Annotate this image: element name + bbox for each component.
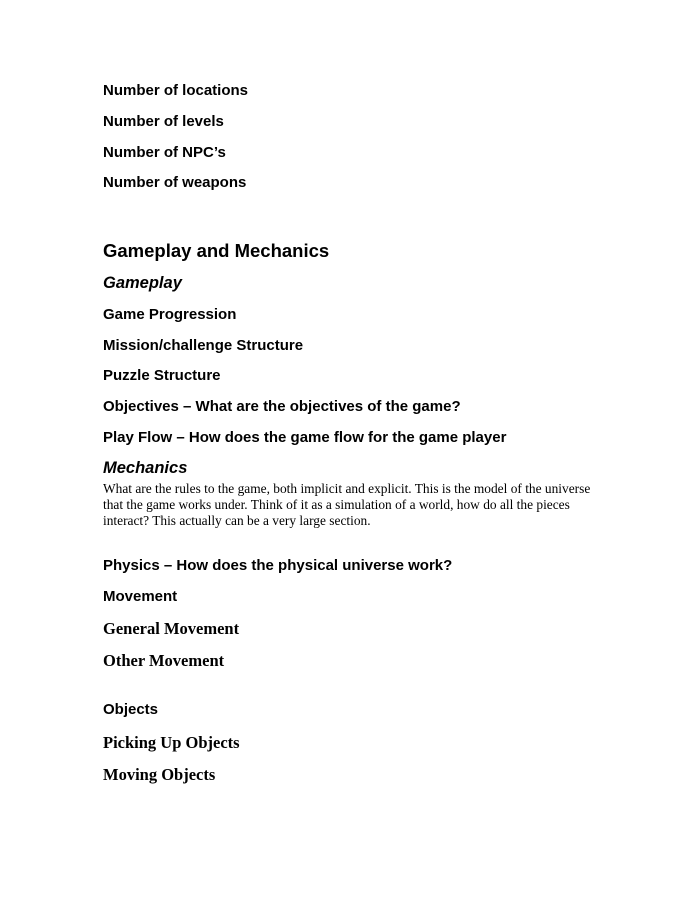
- game-progression-heading: Game Progression: [103, 306, 237, 323]
- objects-heading: Objects: [103, 701, 159, 718]
- number-of-locations-heading: Number of locations: [103, 82, 249, 99]
- mechanics-description: What are the rules to the game, both implicit and explicit. This is the model of the universe that the game works under. Think of it as a simulation of a world, how do all the pieces interact? This actually can be a very large section.: [103, 481, 591, 528]
- other-movement-heading: Other Movement: [103, 651, 225, 670]
- mission-structure-heading: Mission/challenge Structure: [103, 337, 304, 354]
- movement-heading: Movement: [103, 588, 178, 605]
- physics-heading: Physics – How does the physical universe work?: [103, 557, 453, 574]
- picking-up-objects-heading: Picking Up Objects: [103, 733, 240, 752]
- mechanics-heading: Mechanics: [103, 459, 188, 477]
- moving-objects-heading: Moving Objects: [103, 765, 216, 784]
- general-movement-heading: General Movement: [103, 619, 240, 638]
- section-title: Gameplay and Mechanics: [103, 240, 330, 261]
- number-of-levels-heading: Number of levels: [103, 113, 224, 130]
- objectives-heading: Objectives – What are the objectives of the game?: [103, 398, 461, 415]
- puzzle-structure-heading: Puzzle Structure: [103, 367, 221, 384]
- play-flow-heading: Play Flow – How does the game flow for the game player: [103, 429, 507, 446]
- number-of-weapons-heading: Number of weapons: [103, 174, 247, 191]
- number-of-npcs-heading: Number of NPC’s: [103, 144, 226, 161]
- gameplay-heading: Gameplay: [103, 274, 182, 292]
